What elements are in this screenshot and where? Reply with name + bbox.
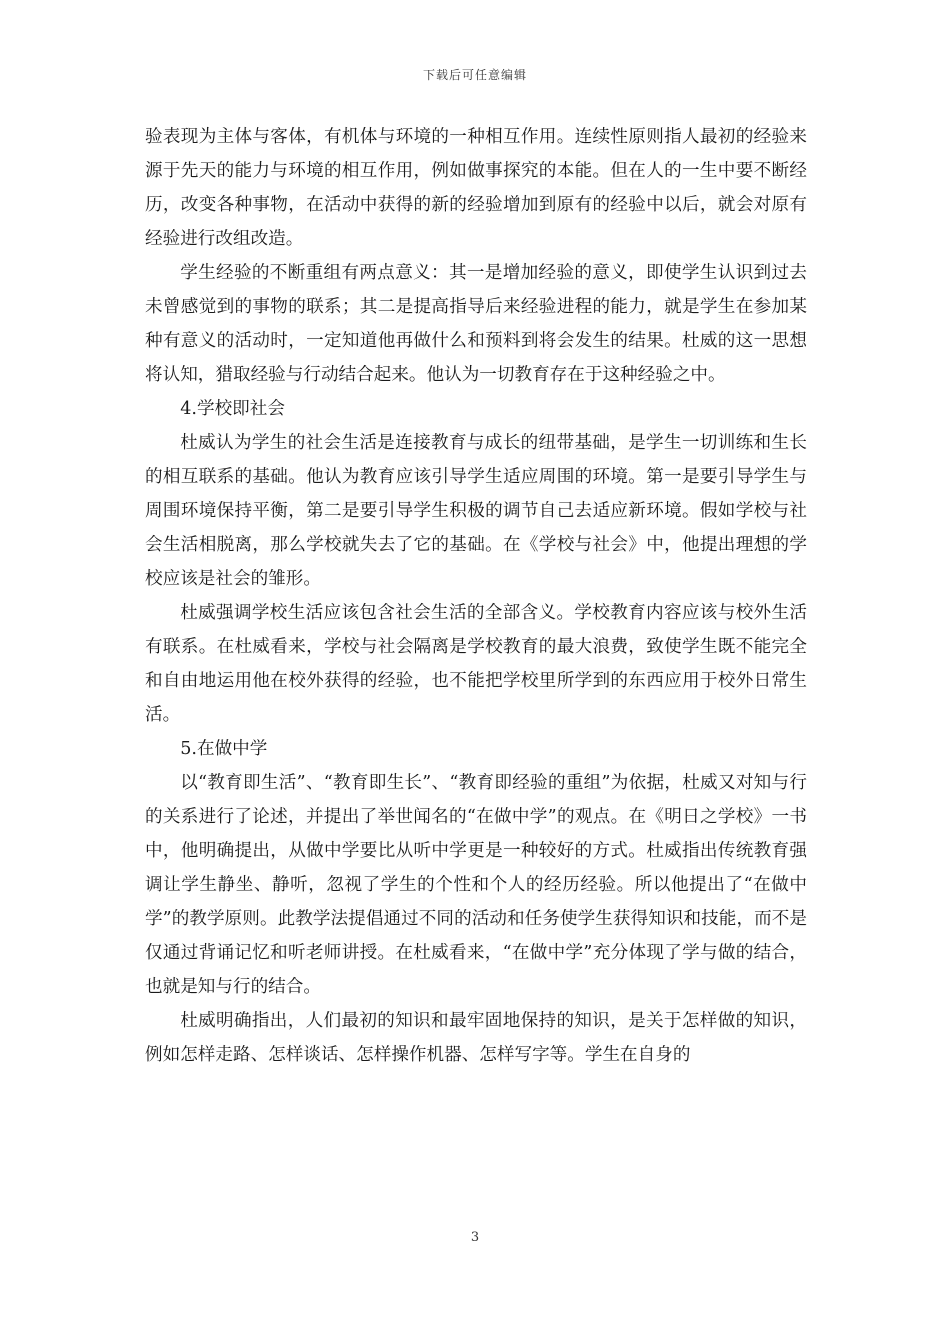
document-body <box>145 120 807 1072</box>
section-heading-school-is-society: 4.学校即社会 <box>180 399 285 419</box>
paragraph-social-life: 杜威认为学生的社会生活是连接教育与成长的纽带基础，是学生一切训练和生长的相互联系的基础。他认为教育应该引导学生适应周围的环境。第一是要引导学生与周围环境保持平衡，第二是要引导学生积极的调节自己去适应新环境。假如学校与社会生活相脱离，那么学校就失去了它的基础。在《学校与社会》中，他提出理想的学校应该是社会的雏形。 <box>145 433 807 589</box>
page-header: 下载后可任意编辑 <box>422 68 527 82</box>
paragraph-school-life: 杜威强调学校生活应该包含社会生活的全部含义。学校教育内容应该与校外生活有联系。在杜威看来，学校与社会隔离是学校教育的最大浪费，致使学生既不能完全和自由地运用他在校外获得的经验，也不能把学校里所学到的东西应用于校外日常生活。 <box>145 603 807 725</box>
paragraph-knowledge-of-doing: 杜威明确指出，人们最初的知识和最牢固地保持的知识，是关于怎样做的知识，例如怎样走路、怎样谈话、怎样操作机器、怎样写字等。学生在自身的 <box>145 1011 807 1065</box>
page-number: 3 <box>470 1230 480 1245</box>
paragraph-learning-by-doing: 以“教育即生活”、“教育即生长”、“教育即经验的重组”为依据，杜威又对知与行的关系进行了论述，并提出了举世闻名的“在做中学”的观点。在《明日之学校》一书中，他明确提出，从做中学要比从听中学更是一种较好的方式。杜威指出传统教育强调让学生静坐、静听，忽视了学生的个性和个人的经历经验。所以他提出了“在做中学”的教学原则。此教学法提倡通过不同的活动和任务使学生获得知识和技能，而不是仅通过背诵记忆和听老师讲授。在杜威看来，“在做中学”充分体现了学与做的结合，也就是知与行的结合。 <box>145 773 807 997</box>
paragraph-continuation: 验表现为主体与客体，有机体与环境的一种相互作用。连续性原则指人最初的经验来源于先天的能力与环境的相互作用，例如做事探究的本能。但在人的一生中要不断经历，改变各种事物，在活动中获得的新的经验增加到原有的经验中以后，就会对原有经验进行改组改造。 <box>145 127 807 249</box>
section-heading-learning-by-doing: 5.在做中学 <box>180 739 268 759</box>
paragraph-experience-reorganization: 学生经验的不断重组有两点意义：其一是增加经验的意义，即使学生认识到过去未曾感觉到的事物的联系；其二是提高指导后来经验进程的能力，就是学生在参加某种有意义的活动时，一定知道他再做什么和预料到将会发生的结果。杜威的这一思想将认知，猎取经验与行动结合起来。他认为一切教育存在于这种经验之中。 <box>145 263 807 385</box>
